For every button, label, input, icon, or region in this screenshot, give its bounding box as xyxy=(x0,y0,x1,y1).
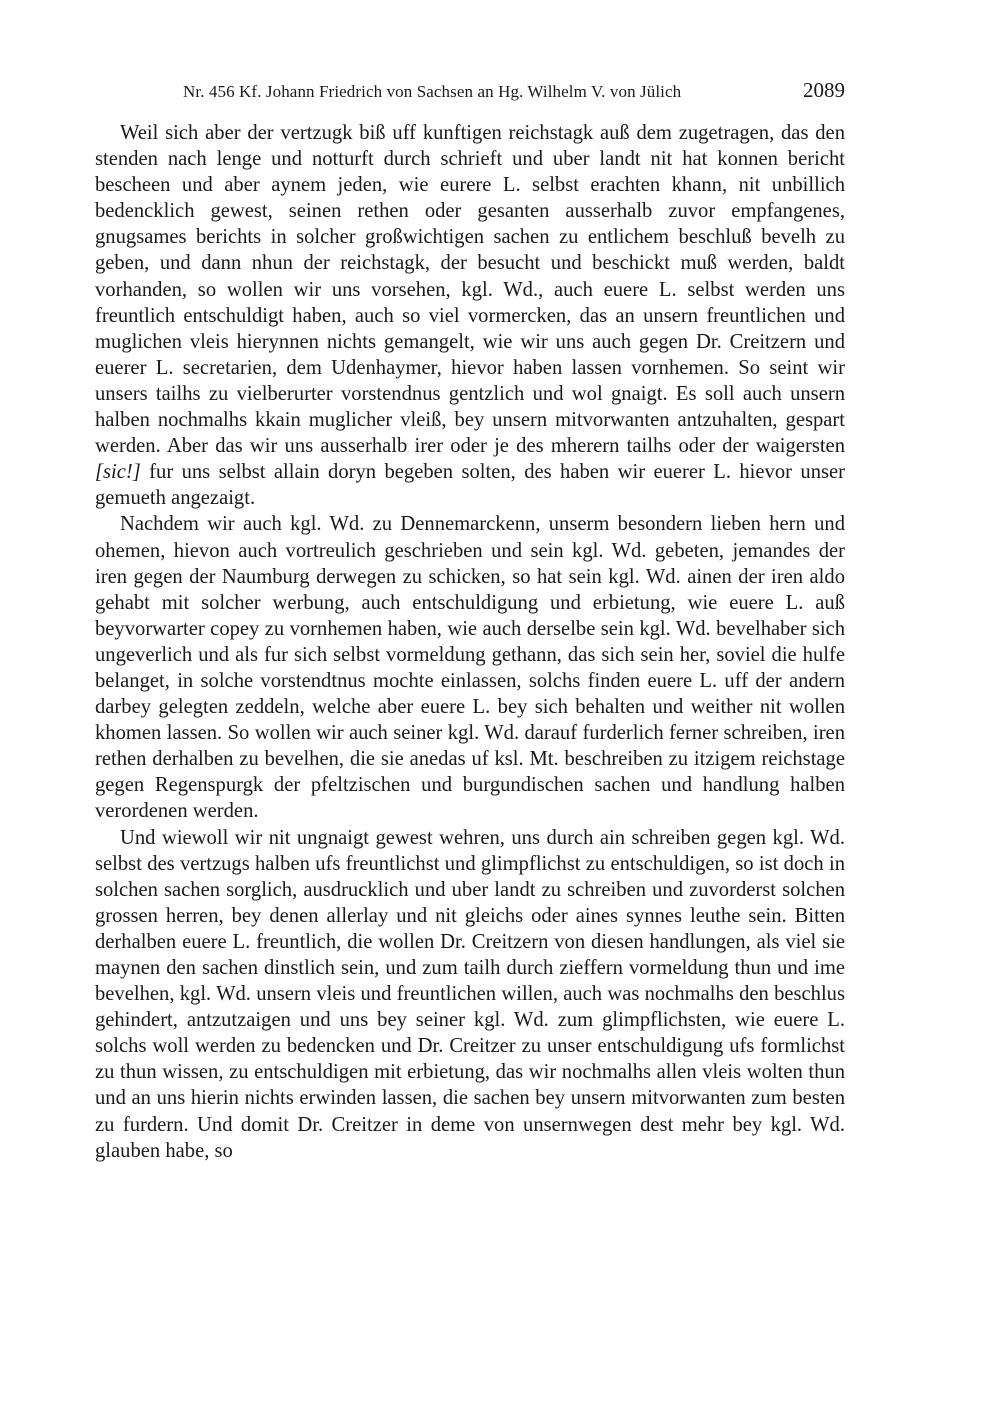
paragraph-2: Nachdem wir auch kgl. Wd. zu Dennemarckenn, unserm besondern lieben hern und ohemen, hievon auch vortreulich geschrieben und sein kgl. Wd. gebeten, jemandes der iren gegen der Naumburg derwegen zu schicken, so hat sein kgl. Wd. ainen der iren aldo gehabt mit solcher werbung, auch entschuldigung und erbietung, wie euere L. auß beyvorwarter copey zu vornhemen haben, wie auch derselbe sein kgl. Wd. bevelhaber sich ungeverlich und als fur sich selbst vormeldung gethann, das sich sein her, soviel die hulfe belanget, in solche vorstendtnus mochte einlassen, solchs finden euere L. uff der andern darbey gelegten zeddeln, welche aber euere L. bey sich behalten und weither nit wollen khomen lassen. So wollen wir auch seiner kgl. Wd. darauf furderlich ferner schreiben, iren rethen derhalben zu bevelhen, die sie anedas uf ksl. Mt. beschreiben zu itzigem reichstage gegen Regenspurgk der pfeltzischen und burgundischen sachen und handlung halben verordenen werden. xyxy=(95,513,845,823)
running-head-title: Nr. 456 Kf. Johann Friedrich von Sachsen an Hg. Wilhelm V. von Jülich xyxy=(183,82,682,101)
paragraph-1 xyxy=(95,120,845,511)
paragraph-1-text-after: fur uns selbst allain doryn begeben solten, des haben wir euerer L. hievor unser gemueth angezaigt. xyxy=(95,461,845,510)
editorial-note: [sic!] xyxy=(95,461,141,484)
page xyxy=(95,76,845,1164)
paragraph-3: Und wiewoll wir nit ungnaigt gewest wehren, uns durch ain schreiben gegen kgl. Wd. selbst des vertzugs halben ufs freuntlichst und glimpflichst zu entschuldigen, so ist doch in solchen sachen sorglich, ausdrucklich und uber landt zu schreiben und zuvorderst solchen grossen herren, bey denen allerlay und nit gleichs oder aines synnes leuthe sein. Bitten derhalben euere L. freuntlich, die wollen Dr. Creitzern von diesen handlungen, als viel sie maynen den sachen dinstlich sein, und zum tailh durch zieffern vormeldung thun und ime bevelhen, kgl. Wd. unsern vleis und freuntlichen willen, auch was nochmalhs den beschlus gehindert, antzutzaigen und uns bey seiner kgl. Wd. zum glimpflichsten, wie euere L. solchs woll werden zu bedencken und Dr. Creitzer zu unser entschuldigung ufs formlichst zu thun wissen, zu entschuldigen mit erbietung, das wir nochmalhs allen vleis wolten thun und an uns hierin nichts erwinden lassen, die sachen bey unsern mitvorwanten zum besten zu furdern. Und domit Dr. Creitzer in deme von unsernwegen dest mehr bey kgl. Wd. glauben habe, so xyxy=(95,826,845,1162)
running-head xyxy=(95,76,845,110)
page-number: 2089 xyxy=(803,78,845,102)
paragraph-1-text-before: Weil sich aber der vertzugk biß uff kunftigen reichstagk auß dem zugetragen, das den stenden nach lenge und notturft durch schrieft und uber landt nit hat konnen bericht bescheen und aber aynem jeden, wie eurere L. selbst erachten khann, nit unbillich bedencklich gewest, seinen rethen oder gesanten ausserhalb zuvor empfangenes, gnugsames berichts in solcher großwichtigen sachen zu entlichem beschluß bevelh zu geben, und dann nhun der reichstagk, der besucht und beschickt muß werden, baldt vorhanden, so wollen wir uns vorsehen, kgl. Wd., auch euere L. selbst werden uns freuntlich entschuldigt haben, auch so viel vormercken, das an unsern freuntlichen und muglichen vleis hierynnen nichts gemangelt, wie wir uns auch gegen Dr. Creitzern und euerer L. secretarien, dem Udenhaymer, hievor haben lassen vornhemen. So seint wir unsers tailhs zu vielberurter vorstendnus gentzlich und wol gnaigt. Es soll auch unsern halben nochmalhs kkain muglicher vleiß, bey unsern mitvorwanten antzuhalten, gespart werden. Aber das wir uns ausserhalb irer oder je des mherern tailhs oder der waigersten xyxy=(95,122,845,458)
body-text xyxy=(95,120,845,1164)
